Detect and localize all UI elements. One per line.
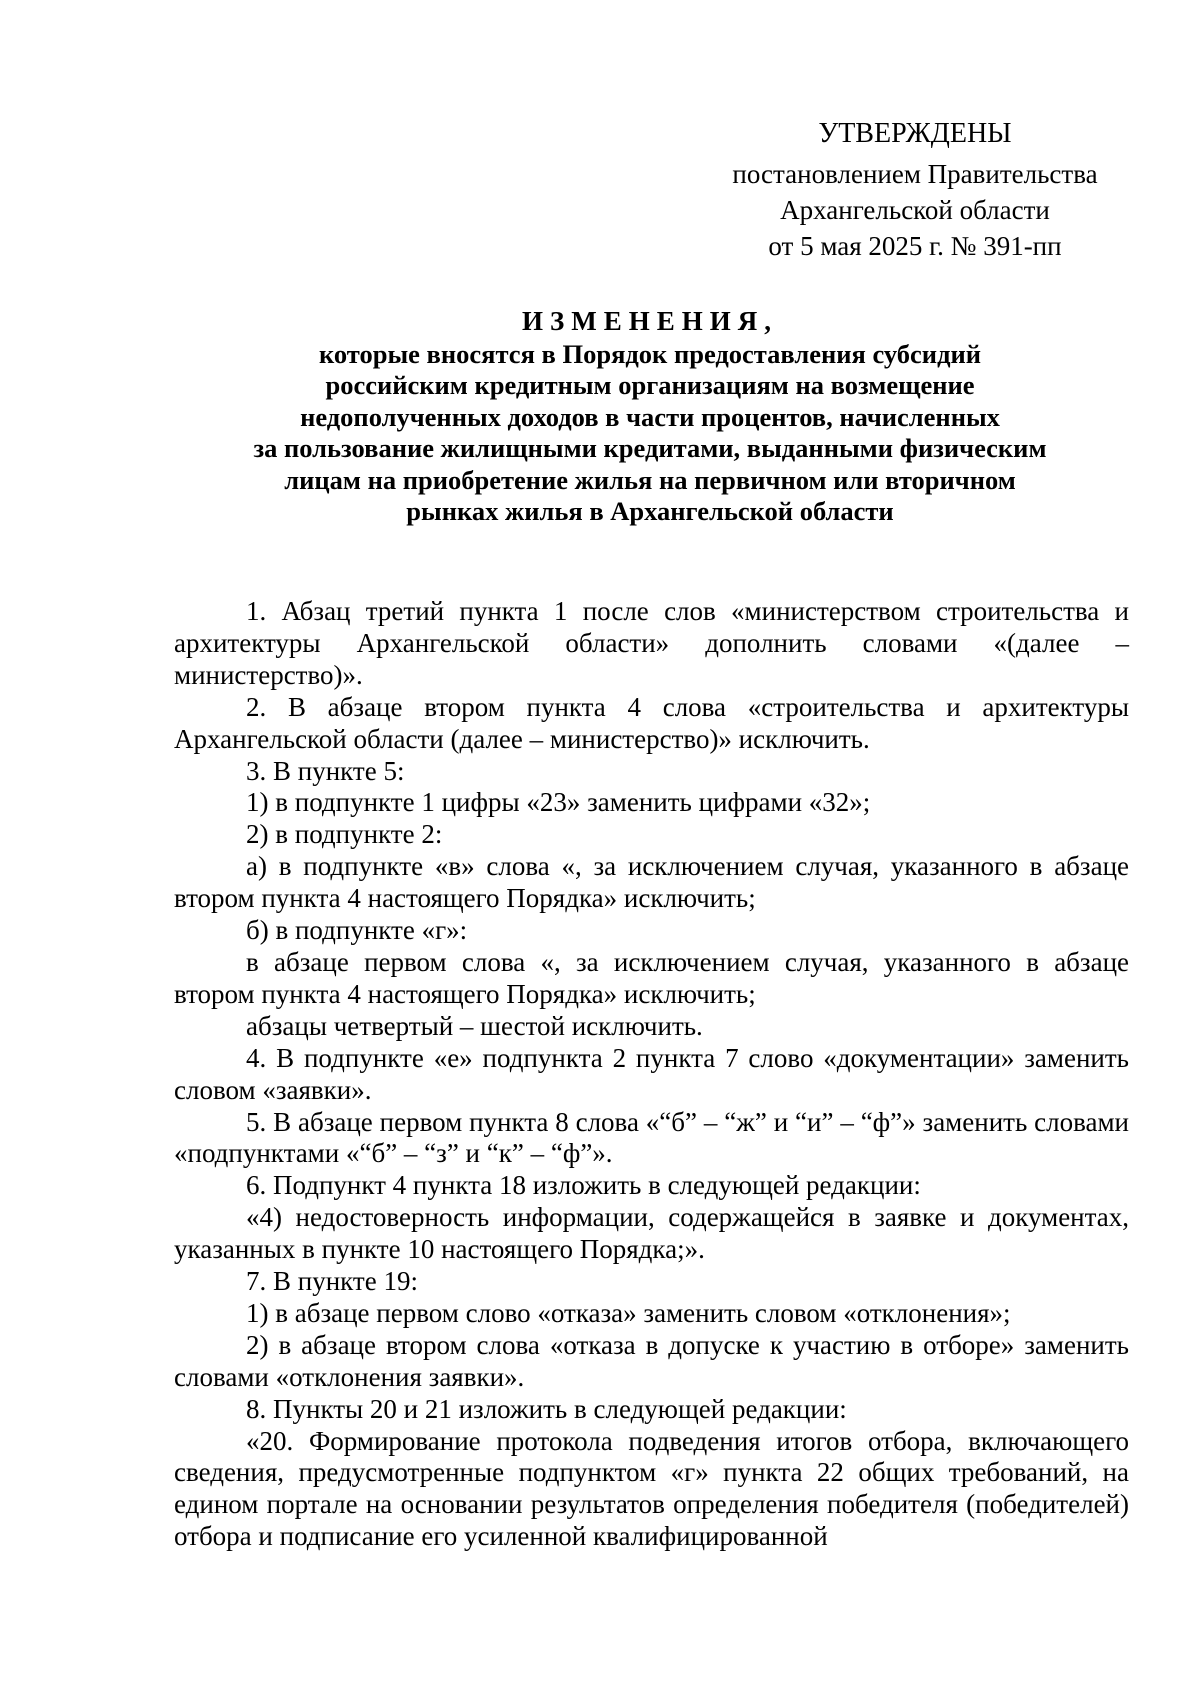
paragraph: абзацы четвертый – шестой исключить. <box>246 1010 703 1041</box>
title-line: за пользование жилищными кредитами, выданными физическим <box>253 433 1047 463</box>
paragraph: 2) в абзаце втором слова «отказа в допуске к участию в отборе» заменить словами «отклонения заявки». <box>174 1329 1129 1392</box>
paragraph: «4) недостоверность информации, содержащейся в заявке и документах, указанных в пункте 10 настоящего Порядка;». <box>174 1202 1129 1265</box>
paragraph: «20. Формирование протокола подведения итогов отбора, включающего сведения, предусмотренные подпунктом «г» пункта 22 общих требований, на едином портале на основании результатов определения победителя (победителей) отбора и подписание его усиленной квалифицированной <box>174 1425 1129 1552</box>
title-line: недополученных доходов в части процентов, начисленных <box>300 401 1000 432</box>
approval-date-number: от 5 мая 2025 г. № 391-пп <box>768 231 1062 261</box>
title-heading: ИЗМЕНЕНИЯ, <box>521 306 778 336</box>
paragraph: 2) в подпункте 2: <box>246 819 443 850</box>
paragraph: 1. Абзац третий пункта 1 после слов «министерством строительства и архитектуры Архангельской области» дополнить словами «(далее – министерство)». <box>174 596 1129 690</box>
paragraph: 1) в подпункте 1 цифры «23» заменить цифрами «32»; <box>246 787 871 818</box>
title-line: лицам на приобретение жилья на первичном или вторичном <box>284 464 1016 495</box>
title-line: которые вносятся в Порядок предоставления субсидий <box>318 338 982 369</box>
approval-line: Архангельской области <box>780 195 1050 225</box>
title-line: российским кредитным организациям на возмещение <box>325 370 975 400</box>
paragraph: 5. В абзаце первом пункта 8 слова «“б” – “ж” и “и” – “ф”» заменить словами «подпунктами «“б” – “з” и “к” – “ф”». <box>174 1106 1129 1169</box>
paragraph: 7. В пункте 19: <box>246 1266 418 1297</box>
paragraph: 8. Пункты 20 и 21 изложить в следующей редакции: <box>246 1393 847 1424</box>
approval-title: УТВЕРЖДЕНЫ <box>818 118 1012 149</box>
paragraph: а) в подпункте «в» слова «, за исключением случая, указанного в абзаце втором пункта 4 настоящего Порядка» исключить; <box>174 851 1129 914</box>
title-line: рынках жилья в Архангельской области <box>406 496 894 526</box>
paragraph: 1) в абзаце первом слово «отказа» заменить словом «отклонения»; <box>246 1297 1011 1328</box>
paragraph: в абзаце первом слова «, за исключением случая, указанного в абзаце втором пункта 4 настоящего Порядка» исключить; <box>174 946 1129 1009</box>
paragraph: 2. В абзаце втором пункта 4 слова «строительства и архитектуры Архангельской области (далее – министерство)» исключить. <box>174 691 1129 754</box>
approval-line: постановлением Правительства <box>732 159 1098 189</box>
paragraph: б) в подпункте «г»: <box>246 915 468 946</box>
document-title <box>175 306 1125 528</box>
paragraph: 4. В подпункте «е» подпункта 2 пункта 7 слово «документации» заменить словом «заявки». <box>174 1042 1129 1105</box>
approval-stamp <box>700 114 1130 264</box>
paragraph: 3. В пункте 5: <box>246 755 405 786</box>
paragraph: 6. Подпункт 4 пункта 18 изложить в следующей редакции: <box>246 1170 921 1201</box>
document-body <box>174 596 1129 1553</box>
